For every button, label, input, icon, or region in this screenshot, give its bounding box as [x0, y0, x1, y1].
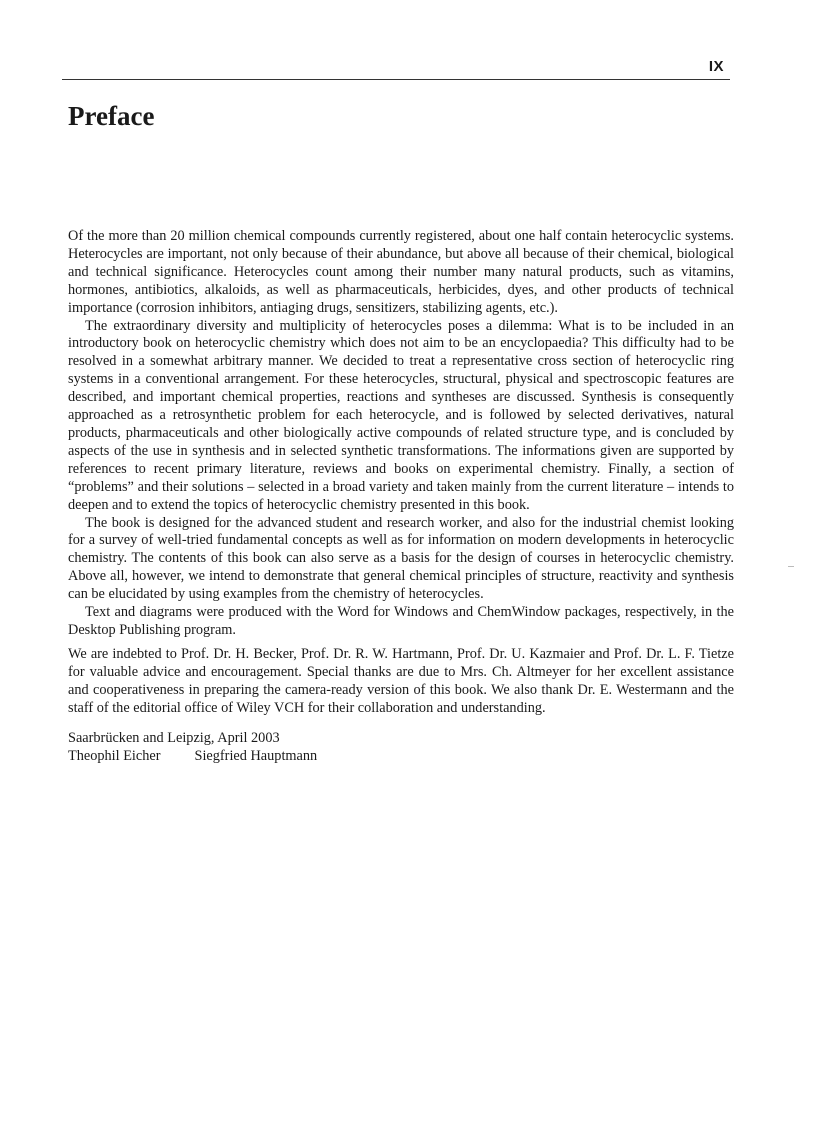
author-eicher: Theophil Eicher	[68, 748, 161, 765]
page-title: Preface	[68, 101, 155, 131]
paragraph-diversity: The extraordinary diversity and multiplicity of heterocycles poses a dilemma: What is to be included in an introductory book on heterocyclic chemistry which does not aim to be an encyclopaedia? This difficulty had to be resolved in a somewhat arbitrary manner. We decided to treat a representative cross section of heterocyclic ring systems in a conventional arrangement. For these heterocycles, structural, physical and spectroscopic features are described, and important chemical properties, reactions and syntheses are discussed. Synthesis is consequently approached as a retrosynthetic problem for each heterocycle, and is followed by selected derivatives, natural products, pharmaceuticals and other biologically active compounds of related structure type, and is concluded by aspects of the use in synthesis and in selected synthetic transformations. The informations given are supported by references to recent primary literature, reviews and books on experimental chemistry. Finally, a section of “problems” and their solutions – selected in a broad variety and taken mainly from the current literature – intends to deepen and to extend the topics of heterocyclic chemistry presented in this book.	[68, 317, 734, 513]
paragraph-intro: Of the more than 20 million chemical compounds currently registered, about one half contain heterocyclic systems. Heterocycles are important, not only because of their abundance, but above all because of their chemical, biological and technical significance. Heterocycles count among their number many natural products, such as vitamins, hormones, antibiotics, alkaloids, as well as pharmaceuticals, herbicides, dyes, and other products of technical importance (corrosion inhibitors, antiaging drugs, sensitizers, stabilizing agents, etc.).	[68, 228, 734, 316]
author-hauptmann: Siegfried Hauptmann	[194, 748, 318, 765]
scan-mark	[788, 566, 794, 567]
header-rule	[62, 79, 730, 80]
preface-body	[68, 228, 734, 766]
paragraph-acknowledgements: We are indebted to Prof. Dr. H. Becker, Prof. Dr. R. W. Hartmann, Prof. Dr. U. Kazmaier and Prof. Dr. L. F. Tietze for valuable advice and encouragement. Special thanks are due to Mrs. Ch. Altmeyer for her excellent assistance and cooperativeness in preparing the camera-ready version of this book. We also thank Dr. E. Westermann and the staff of the editorial office of Wiley VCH for their collaboration and understanding.	[68, 645, 734, 716]
authors-line	[68, 748, 734, 766]
paragraph-production: Text and diagrams were produced with the Word for Windows and ChemWindow packages, respectively, in the Desktop Publishing program.	[68, 604, 734, 638]
page-number: IX	[708, 58, 724, 75]
paragraph-audience: The book is designed for the advanced student and research worker, and also for the industrial chemist looking for a survey of well-tried fundamental concepts as well as for information on modern developments in heterocyclic chemistry. The contents of this book can also serve as a basis for the design of courses in heterocyclic chemistry. Above all, however, we intend to demonstrate that general chemical principles of structure, reactivity and synthesis can be elucidated by using examples from the chemistry of heterocycles.	[68, 514, 734, 603]
place-date: Saarbrücken and Leipzig, April 2003	[68, 730, 280, 747]
